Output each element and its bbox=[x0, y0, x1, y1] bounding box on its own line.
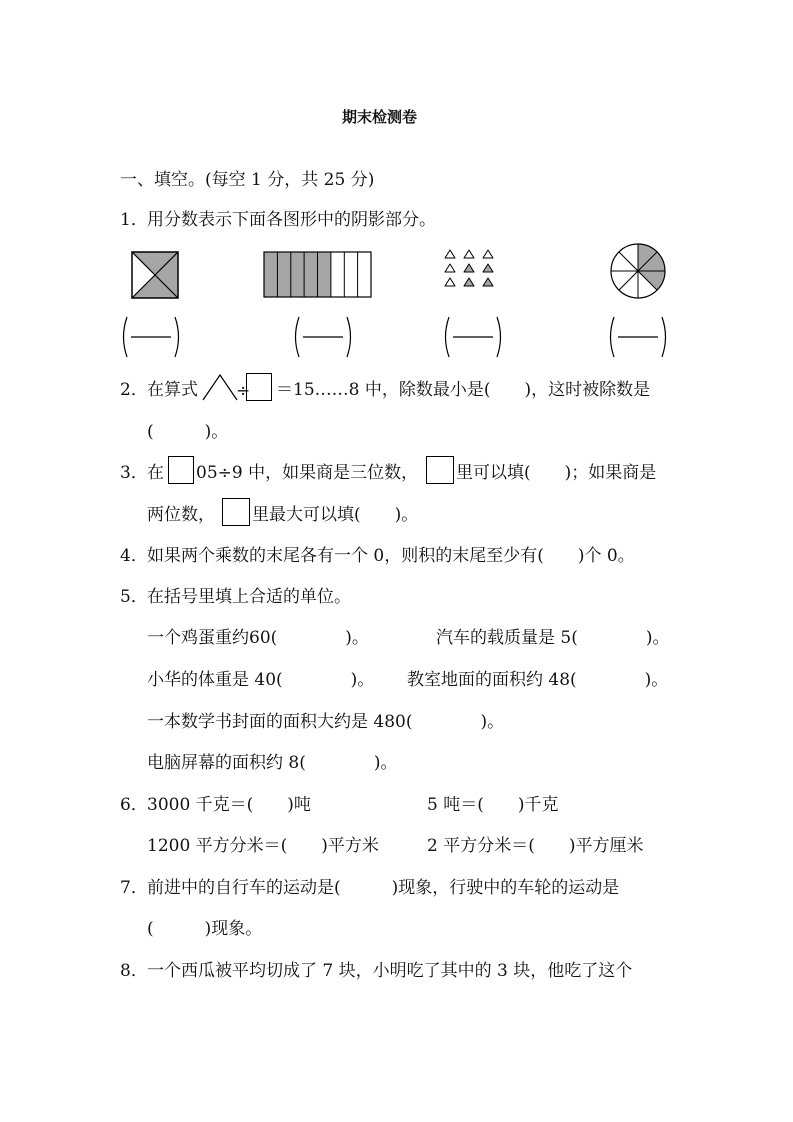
q5-row2-b: 教室地面的面积约 48( )。 bbox=[407, 670, 669, 690]
figure-square-diagonals bbox=[132, 252, 178, 298]
q4-text: 如果两个乘数的末尾各有一个 0，则积的末尾至少有( )个 0。 bbox=[147, 546, 635, 566]
q3-text-b: 05÷9 中，如果商是三位数， bbox=[196, 463, 419, 483]
q6-row2-b: 2 平方分米＝( )平方厘米 bbox=[427, 836, 644, 856]
q5-number: 5． bbox=[120, 587, 148, 607]
q4-number: 4． bbox=[120, 546, 148, 566]
q1-text: 用分数表示下面各图形中的阴影部分。 bbox=[147, 210, 436, 230]
q1-number: 1． bbox=[120, 210, 148, 230]
page-title: 期末检测卷 bbox=[342, 108, 418, 126]
fraction-blank-1[interactable] bbox=[120, 316, 182, 358]
q8-text: 一个西瓜被平均切成了 7 块，小明吃了其中的 3 块，他吃了这个 bbox=[147, 961, 633, 981]
q5-row1-b: 汽车的载质量是 5( )。 bbox=[436, 628, 670, 648]
fraction-blank-4[interactable] bbox=[607, 316, 669, 358]
figure-triangle-grid bbox=[444, 249, 496, 289]
q7-number: 7． bbox=[120, 878, 148, 898]
figure-striped-rectangle bbox=[264, 252, 371, 297]
q2-text-b: ＝15……8 中，除数最小是( )，这时被除数是 bbox=[276, 380, 651, 400]
q7-text: 前进中的自行车的运动是( )现象，行驶中的车轮的运动是 bbox=[147, 878, 620, 898]
fraction-blank-3[interactable] bbox=[442, 316, 504, 358]
q5-text: 在括号里填上合适的单位。 bbox=[147, 587, 351, 607]
q2-divide-sign: ÷ bbox=[236, 381, 251, 401]
q6-row1-b: 5 吨＝( )千克 bbox=[427, 795, 559, 815]
q3-box-2[interactable] bbox=[426, 456, 454, 484]
q2-line2: ( )。 bbox=[147, 422, 229, 442]
q3-text-c: 里可以填( )；如果商是 bbox=[456, 463, 657, 483]
q3-box-3[interactable] bbox=[222, 498, 250, 526]
q7-line2: ( )现象。 bbox=[147, 919, 263, 939]
q3-number: 3． bbox=[120, 463, 148, 483]
q2-triangle-blank[interactable] bbox=[202, 373, 238, 401]
q8-number: 8． bbox=[120, 961, 148, 981]
q5-row4: 电脑屏幕的面积约 8( )。 bbox=[147, 753, 398, 773]
q6-row2-a: 1200 平方分米＝( )平方米 bbox=[147, 836, 379, 856]
q2-square-blank[interactable] bbox=[246, 373, 272, 401]
figure-circle-sectors bbox=[610, 243, 666, 299]
q3-line2-b: 里最大可以填( )。 bbox=[252, 505, 419, 525]
q3-box-1[interactable] bbox=[168, 456, 194, 484]
fraction-blank-2[interactable] bbox=[292, 316, 354, 358]
q3-text-a: 在 bbox=[147, 463, 164, 483]
q2-number: 2． bbox=[120, 380, 148, 400]
section-heading: 一、填空。(每空 1 分，共 25 分) bbox=[120, 170, 375, 190]
q5-row1-a: 一个鸡蛋重约60( )。 bbox=[147, 628, 369, 648]
q3-line2-a: 两位数， bbox=[147, 505, 215, 525]
q5-row3: 一本数学书封面的面积大约是 480( )。 bbox=[147, 712, 505, 732]
q6-number: 6． bbox=[120, 795, 148, 815]
q2-text-a: 在算式 bbox=[147, 380, 198, 400]
q5-row2-a: 小华的体重是 40( )。 bbox=[147, 670, 375, 690]
q6-row1-a: 3000 千克＝( )吨 bbox=[147, 795, 311, 815]
